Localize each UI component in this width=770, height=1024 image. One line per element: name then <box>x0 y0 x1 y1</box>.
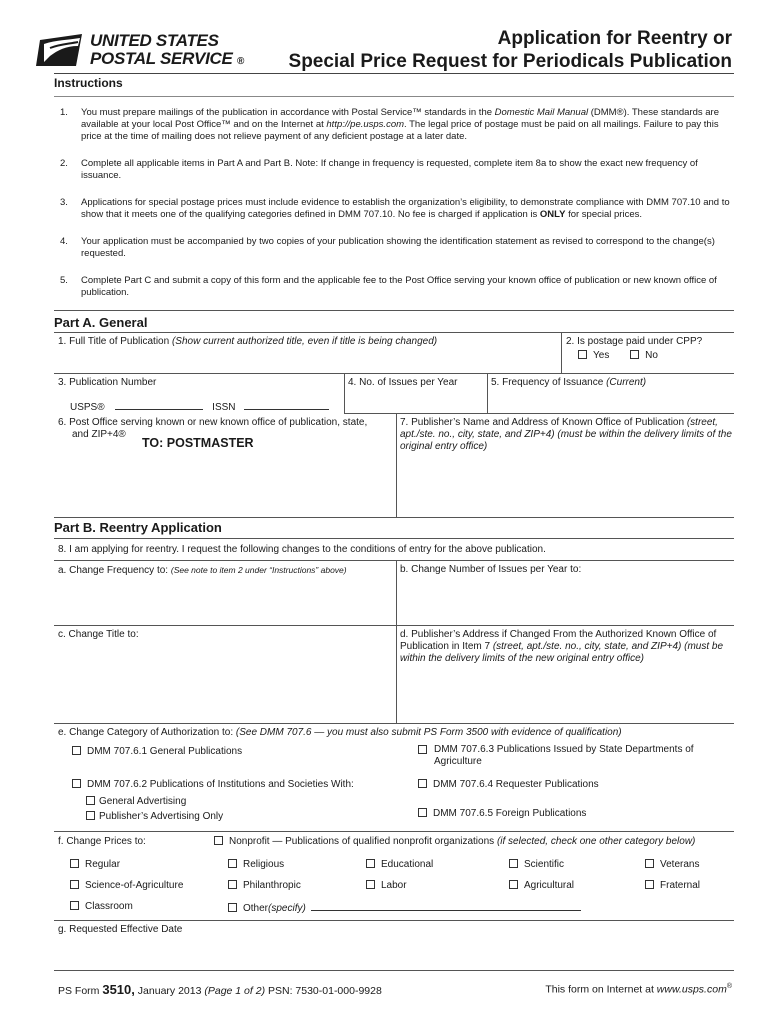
item8-text: 8. I am applying for reentry. I request the following changes to the conditions of entry for the above publication. <box>58 544 546 555</box>
item1-field[interactable] <box>54 350 560 372</box>
f-regular-checkbox[interactable] <box>70 859 79 868</box>
instr-link[interactable]: http://pe.usps.com <box>326 119 405 130</box>
item3-label: 3. Publication Number <box>58 377 157 388</box>
item8b-label: b. Change Number of Issues per Year to: <box>400 564 582 575</box>
f-classroom-checkbox[interactable] <box>70 901 79 910</box>
f-philanthropic[interactable]: Philanthropic <box>228 880 301 892</box>
footer-internet: This form on Internet at www.usps.com® <box>545 983 732 996</box>
f-fraternal-checkbox[interactable] <box>645 880 654 889</box>
ab-divider <box>396 560 397 625</box>
f-philanthropic-checkbox[interactable] <box>228 880 237 889</box>
header-rule <box>54 73 734 74</box>
instr-text-4: Your application must be accompanied by two copies of your publication showing the identification statement as revised to correspond to the change(s) requested. <box>81 236 715 259</box>
instr-text-1: You must prepare mailings of the publication in accordance with Postal Service™ standards in the Domestic Mail Manual (DMM®). These standards are available at your local Post Office™ and on the Internet at http://pe.usps.com. The legal price of postage must be paid on all mailings. Failure to pay this price at the time of mailing does not relieve payment of any deficient postage at a later date. <box>81 107 720 142</box>
item6-to-postmaster: TO: POSTMASTER <box>142 436 254 450</box>
item7-label: 7. Publisher’s Name and Address of Known Office of Publication (street, apt./ste. no., city, state, and ZIP+4) (must be within the delivery limits of the original entry office) <box>400 417 732 452</box>
instr-num-3: 3. <box>60 197 68 208</box>
e-option-2[interactable]: DMM 707.6.2 Publications of Institutions and Societies With: <box>72 779 354 791</box>
item8a-field[interactable] <box>54 578 394 624</box>
issn-field[interactable] <box>244 400 329 410</box>
item4-field[interactable] <box>345 390 485 412</box>
instr-num-4: 4. <box>60 236 68 247</box>
e-option-2a[interactable]: General Advertising <box>86 796 186 808</box>
item2-label: 2. Is postage paid under CPP? <box>566 336 703 347</box>
item8g-label: g. Requested Effective Date <box>58 924 183 935</box>
f-other[interactable]: Other(specify) <box>228 901 581 915</box>
row1-divider <box>561 332 562 373</box>
f-educational[interactable]: Educational <box>366 859 433 871</box>
e-option-2-checkbox[interactable] <box>72 779 81 788</box>
part-a-top-rule <box>54 310 734 311</box>
item8e-label: e. Change Category of Authorization to: (See DMM 707.6 — you must also submit PS Form 3500 with evidence of qualification) <box>58 727 622 738</box>
part-a-heading: Part A. General <box>54 315 148 330</box>
part-a-heading-rule <box>54 332 734 333</box>
item8f-label: f. Change Prices to: <box>58 836 146 847</box>
e-bottom <box>54 831 734 832</box>
e-option-1[interactable]: DMM 707.6.1 General Publications <box>72 746 242 758</box>
item7-field[interactable] <box>398 452 732 514</box>
e-option-5[interactable]: DMM 707.6.5 Foreign Publications <box>418 808 586 820</box>
e-option-1-checkbox[interactable] <box>72 746 81 755</box>
f-other-checkbox[interactable] <box>228 903 237 912</box>
f-scientific[interactable]: Scientific <box>509 859 564 871</box>
footer-form-id: PS Form 3510, January 2013 (Page 1 of 2) PSN: 7530-01-000-9928 <box>58 982 382 997</box>
item8b-field[interactable] <box>398 578 732 624</box>
item8-rule <box>54 560 734 561</box>
item8d-field[interactable] <box>398 666 732 722</box>
item8c-field[interactable] <box>54 644 394 722</box>
item5-label: 5. Frequency of Issuance (Current) <box>491 377 647 388</box>
e-option-4-checkbox[interactable] <box>418 779 427 788</box>
part-b-heading: Part B. Reentry Application <box>54 520 222 535</box>
f-bottom <box>54 920 734 921</box>
e-option-2b-checkbox[interactable] <box>86 811 95 820</box>
cpp-no-checkbox[interactable] <box>630 350 639 359</box>
f-nonprofit[interactable]: Nonprofit — Publications of qualified nonprofit organizations (if selected, check one other category below) <box>214 836 695 848</box>
cd-bottom <box>54 723 734 724</box>
item8a-label: a. Change Frequency to: (See note to item 2 under “Instructions” above) <box>58 565 347 576</box>
f-religious-checkbox[interactable] <box>228 859 237 868</box>
item2-options: Yes No <box>578 350 658 362</box>
part-b-top-rule <box>54 517 734 518</box>
title-line-1: Application for Reentry or <box>497 28 732 49</box>
usps-logo <box>36 31 245 70</box>
row1-bottom <box>54 373 734 374</box>
f-other-field[interactable] <box>311 901 581 911</box>
f-sci-agri-checkbox[interactable] <box>70 880 79 889</box>
item1-label: 1. Full Title of Publication (Show current authorized title, even if title is being changed) <box>58 336 438 347</box>
f-scientific-checkbox[interactable] <box>509 859 518 868</box>
row2-bottom-right <box>344 413 734 414</box>
e-option-3[interactable]: DMM 707.6.3 Publications Issued by State Departments of Agriculture <box>418 744 718 768</box>
logo-line-1: UNITED STATES <box>90 31 219 50</box>
instr-num-2: 2. <box>60 158 68 169</box>
f-labor[interactable]: Labor <box>366 880 407 892</box>
instructions-heading: Instructions <box>54 76 123 90</box>
cpp-yes-checkbox[interactable] <box>578 350 587 359</box>
item8g-field[interactable] <box>54 938 734 968</box>
f-sci-agri[interactable]: Science-of-Agriculture <box>70 880 183 892</box>
item5-field[interactable] <box>488 390 734 412</box>
logo-line-2: POSTAL SERVICE <box>90 49 233 68</box>
f-veterans[interactable]: Veterans <box>645 859 699 871</box>
ab-bottom <box>54 625 734 626</box>
e-option-4[interactable]: DMM 707.6.4 Requester Publications <box>418 779 599 791</box>
instr-text-5: Complete Part C and submit a copy of this form and the applicable fee to the Post Office serving your known office of publication or new known office of publication. <box>81 275 717 298</box>
item8d-label: d. Publisher’s Address if Changed From the Authorized Known Office of Publication in Item 7 (street, apt./ste. no., city, state, and ZIP+4) (must be within the delivery limits of the new original entry office) <box>400 629 724 664</box>
f-classroom[interactable]: Classroom <box>70 901 133 913</box>
logo-reg: ® <box>236 56 245 67</box>
instr-num-1: 1. <box>60 107 68 118</box>
f-nonprofit-checkbox[interactable] <box>214 836 223 845</box>
instr-text-2: Complete all applicable items in Part A and Part B. Note: If change in frequency is requested, complete item 8a to show the exact new frequency of issuance. <box>81 158 698 181</box>
f-agricultural[interactable]: Agricultural <box>509 880 574 892</box>
e-option-3-checkbox[interactable] <box>418 745 427 754</box>
title-line-2: Special Price Request for Periodicals Publication <box>288 51 732 72</box>
g-bottom <box>54 970 734 971</box>
f-regular[interactable]: Regular <box>70 859 120 871</box>
f-labor-checkbox[interactable] <box>366 880 375 889</box>
item4-label: 4. No. of Issues per Year <box>348 377 458 388</box>
f-veterans-checkbox[interactable] <box>645 859 654 868</box>
part-b-heading-rule <box>54 538 734 539</box>
item8c-label: c. Change Title to: <box>58 629 139 640</box>
f-religious[interactable]: Religious <box>228 859 284 871</box>
item6-label: 6. Post Office serving known or new known office of publication, state, and ZIP+4® <box>58 417 368 440</box>
f-educational-checkbox[interactable] <box>366 859 375 868</box>
e-option-2b[interactable]: Publisher’s Advertising Only <box>86 811 223 823</box>
e-option-5-checkbox[interactable] <box>418 808 427 817</box>
instr-text-3: Applications for special postage prices must include evidence to establish the organization’s eligibility, to demonstrate compliance with DMM 707.10 and to show that it meets one of the qualifying categories defined in DMM 707.10. No fee is charged if application is ONLY for special prices. <box>81 197 730 220</box>
f-agricultural-checkbox[interactable] <box>509 880 518 889</box>
form-title <box>289 27 732 73</box>
instr-num-5: 5. <box>60 275 68 286</box>
e-option-2a-checkbox[interactable] <box>86 796 95 805</box>
instructions-rule <box>54 96 734 97</box>
eagle-icon <box>36 32 84 68</box>
item3-fields: USPS® ISSN <box>70 400 329 414</box>
cd-divider <box>396 625 397 723</box>
f-fraternal[interactable]: Fraternal <box>645 880 700 892</box>
usps-number-field[interactable] <box>115 400 203 410</box>
row3-divider <box>396 413 397 517</box>
footer-url[interactable]: www.usps.com <box>656 983 727 996</box>
